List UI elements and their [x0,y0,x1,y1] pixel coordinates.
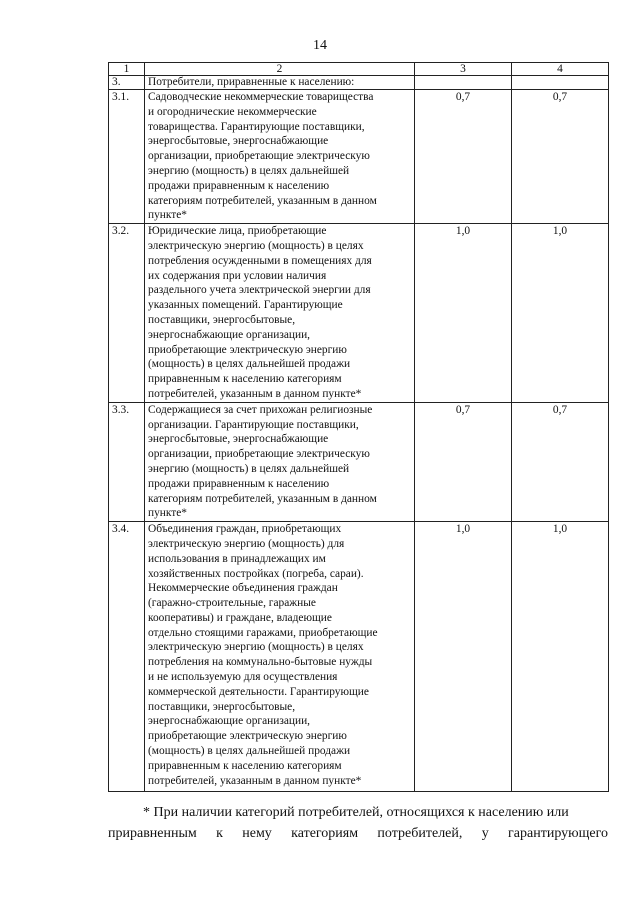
description-line: коммерческой деятельности. Гарантирующие [148,685,369,698]
tariff-table [108,62,609,792]
description-line: кооперативы) и граждане, владеющие [148,611,332,624]
description-line: Содержащиеся за счет прихожан религиозные [148,403,373,416]
header-cell-2: 2 [145,63,415,76]
description-line: энергию (мощность) в целях дальнейшей [148,164,350,177]
description-line: продажи приравненным к населению [148,179,330,192]
description-line: Некоммерческие объединения граждан [148,582,338,595]
row-number: 3.1. [109,90,145,224]
description-line: организации, приобретающие электрическую [148,150,370,163]
row-value-col3: 0,7 [415,402,512,521]
description-line: поставщики, энергосбытовые, [148,700,296,713]
description-line: пункте* [148,209,187,222]
section-empty-cell [512,76,609,90]
description-line: приобретающие электрическую энергию [148,730,347,743]
section-number: 3. [109,76,145,90]
section-row [109,76,609,90]
table-header-row [109,63,609,76]
row-description [145,224,415,403]
row-number: 3.3. [109,402,145,521]
description-line: указанных помещений. Гарантирующие [148,299,343,312]
description-line: Объединения граждан, приобретающих [148,523,342,536]
description-line: товарищества. Гарантирующие поставщики, [148,120,365,133]
section-empty-cell [415,76,512,90]
description-line: энергоснабжающие организации, [148,328,311,341]
description-line: Юридические лица, приобретающие [148,225,327,238]
footnote-line: * При наличии категорий потребителей, относящихся к населению или [143,805,569,820]
row-value-col3: 1,0 [415,522,512,792]
table-row [109,224,609,403]
description-line: отдельно стоящими гаражами, приобретающие [148,626,378,639]
description-line: потребителей, указанным в данном пункте* [148,387,362,400]
row-value-col3: 0,7 [415,90,512,224]
description-line: потребителей, указанным в данном пункте* [148,774,362,787]
description-line: энергосбытовые, энергоснабжающие [148,433,329,446]
row-description [145,90,415,224]
description-line: организации, приобретающие электрическую [148,448,370,461]
footnote-line: приравненным к нему категориям потребителей, у гарантирующего [108,826,608,841]
description-line: потребления на коммунально-бытовые нужды [148,656,373,669]
description-line: электрическую энергию (мощность) в целях [148,239,364,252]
row-value-col3: 1,0 [415,224,512,403]
description-line: поставщики, энергосбытовые, [148,313,296,326]
description-line: (гаражно-строительные, гаражные [148,597,316,610]
header-cell-4: 4 [512,63,609,76]
description-line: энергию (мощность) в целях дальнейшей [148,462,350,475]
description-line: потребления осужденными в помещениях для [148,254,372,267]
footnote [108,802,608,844]
row-value-col4: 0,7 [512,402,609,521]
description-line: энергосбытовые, энергоснабжающие [148,135,329,148]
description-line: категориям потребителей, указанным в данном [148,194,377,207]
table-row [109,90,609,224]
description-line: приобретающие электрическую энергию [148,343,347,356]
row-number: 3.2. [109,224,145,403]
section-title: Потребители, приравненные к населению: [145,76,415,90]
header-cell-3: 3 [415,63,512,76]
row-value-col4: 1,0 [512,522,609,792]
description-line: приравненным к населению категориям [148,373,342,386]
description-line: электрическую энергию (мощность) в целях [148,641,364,654]
description-line: хозяйственных постройках (погреба, сараи). [148,567,364,580]
header-cell-1: 1 [109,63,145,76]
description-line: (мощность) в целях дальнейшей продажи [148,745,351,758]
row-value-col4: 1,0 [512,224,609,403]
table-row [109,402,609,521]
description-line: раздельного учета электрической энергии для [148,284,371,297]
page-number: 14 [313,38,327,53]
table-row [109,522,609,792]
description-line: (мощность) в целях дальнейшей продажи [148,358,351,371]
description-line: их содержания при условии наличия [148,269,327,282]
description-line: и не используемую для осуществления [148,671,338,684]
row-description [145,402,415,521]
description-line: использования в принадлежащих им [148,552,326,565]
description-line: приравненным к населению категориям [148,759,342,772]
description-line: и огороднические некоммерческие [148,105,317,118]
description-line: категориям потребителей, указанным в данном [148,492,377,505]
description-line: электрическую энергию (мощность) для [148,537,345,550]
row-number: 3.4. [109,522,145,792]
description-line: энергоснабжающие организации, [148,715,311,728]
row-description [145,522,415,792]
description-line: пункте* [148,507,187,520]
row-value-col4: 0,7 [512,90,609,224]
description-line: Садоводческие некоммерческие товарищества [148,91,374,103]
description-line: продажи приравненным к населению [148,477,330,490]
description-line: организации. Гарантирующие поставщики, [148,418,359,431]
